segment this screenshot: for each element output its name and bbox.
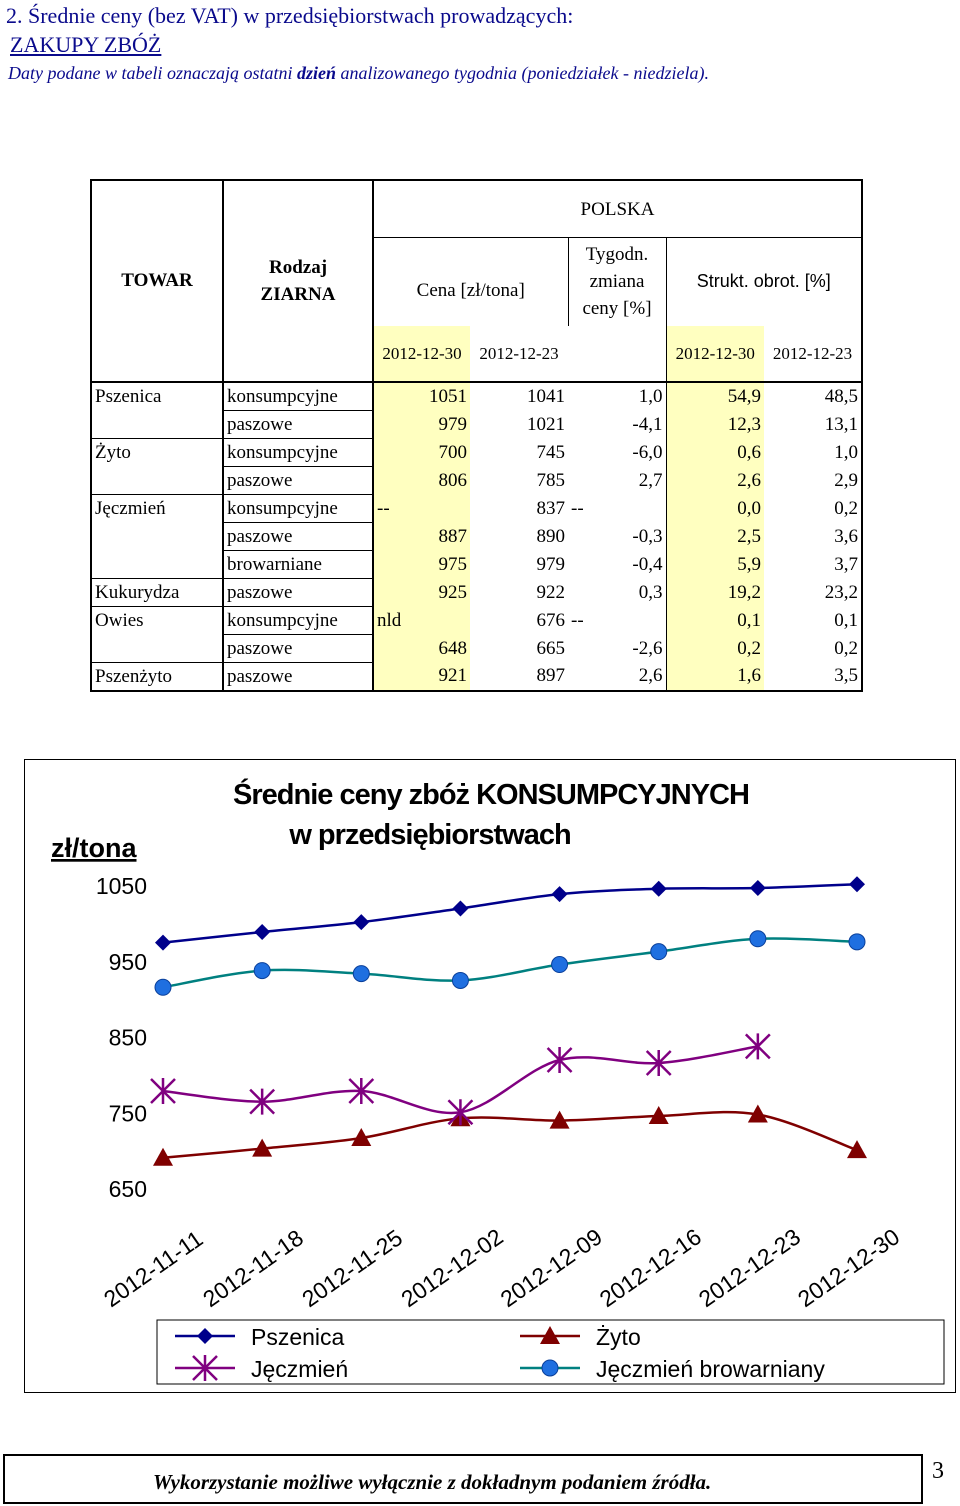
header-strukt: Strukt. obrot. [%] bbox=[666, 238, 862, 326]
cell-rodzaj: paszowe bbox=[223, 466, 373, 494]
legend-label: Żyto bbox=[596, 1324, 641, 1350]
cell-strukt-a: 0,1 bbox=[666, 606, 764, 634]
cell-strukt-b: 0,2 bbox=[764, 634, 862, 662]
y-tick-label: 950 bbox=[108, 948, 147, 975]
cell-strukt-a: 54,9 bbox=[666, 382, 764, 411]
cell-cena-a: 975 bbox=[373, 550, 470, 578]
cell-strukt-b: 3,7 bbox=[764, 550, 862, 578]
cell-towar bbox=[91, 522, 223, 550]
cell-zmiana: -0,4 bbox=[632, 553, 663, 575]
cell-towar: Żyto bbox=[91, 438, 223, 466]
price-chart bbox=[24, 759, 956, 1393]
table-row bbox=[91, 410, 862, 438]
legend-marker bbox=[542, 1360, 558, 1376]
data-point bbox=[552, 957, 568, 973]
cell-rodzaj: paszowe bbox=[223, 662, 373, 691]
y-tick-label: 750 bbox=[108, 1100, 147, 1127]
x-tick-label: 2012-11-18 bbox=[198, 1224, 308, 1313]
x-tick-label: 2012-12-16 bbox=[594, 1223, 706, 1313]
cell-zmiana: 0,3 bbox=[638, 581, 663, 603]
cell-strukt-a: 1,6 bbox=[666, 662, 764, 691]
cell-strukt-a: 5,9 bbox=[666, 550, 764, 578]
cell-cena-b: 1041 bbox=[470, 382, 568, 411]
table-row bbox=[91, 550, 862, 578]
data-point bbox=[155, 979, 171, 995]
cell-rodzaj: paszowe bbox=[223, 522, 373, 550]
cell-cena-b: 1021 bbox=[527, 413, 565, 435]
legend-marker bbox=[197, 1328, 213, 1344]
cell-cena-b: 890 bbox=[536, 525, 565, 547]
cell-zmiana: 1,0 bbox=[568, 382, 666, 411]
cell-zmiana: -- bbox=[571, 497, 584, 519]
data-point bbox=[750, 931, 766, 947]
data-point bbox=[254, 924, 270, 940]
table-row bbox=[91, 494, 862, 522]
cell-zmiana: -6,0 bbox=[632, 441, 663, 463]
cell-zmiana: -0,3 bbox=[632, 525, 663, 547]
cell-towar: Pszenżyto bbox=[91, 662, 223, 691]
y-tick-label: 1050 bbox=[95, 873, 147, 899]
section-title: 2. Średnie ceny (bez VAT) w przedsiębiorstwach prowadzących: bbox=[6, 3, 574, 28]
cell-rodzaj: konsumpcyjne bbox=[223, 438, 373, 466]
y-axis-label: zł/tona bbox=[51, 833, 137, 863]
data-point bbox=[353, 914, 369, 930]
chart-title-line2: w przedsiębiorstwach bbox=[289, 819, 571, 851]
y-tick-label: 650 bbox=[108, 1176, 147, 1202]
cell-cena-b: 665 bbox=[536, 637, 565, 659]
table-row bbox=[91, 662, 862, 691]
header-date-b: 2012-12-23 bbox=[479, 343, 559, 363]
header-region: POLSKA bbox=[373, 180, 862, 238]
x-tick-label: 2012-12-09 bbox=[495, 1223, 607, 1313]
cell-rodzaj: paszowe bbox=[223, 410, 373, 438]
cell-rodzaj: paszowe bbox=[223, 634, 373, 662]
cell-towar: Pszenica bbox=[91, 382, 223, 411]
cell-cena-a: 648 bbox=[373, 634, 470, 662]
cell-cena-b: 745 bbox=[536, 441, 565, 463]
x-tick-label: 2012-12-30 bbox=[792, 1223, 905, 1313]
cell-strukt-a: 2,5 bbox=[666, 522, 764, 550]
cell-strukt-b: 3,5 bbox=[764, 662, 862, 691]
cell-zmiana: 2,7 bbox=[638, 469, 663, 491]
cell-cena-a: 806 bbox=[373, 466, 470, 494]
cell-zmiana: -2,6 bbox=[632, 637, 663, 659]
cell-strukt-b: 48,5 bbox=[764, 382, 862, 411]
cell-rodzaj: paszowe bbox=[223, 578, 373, 606]
data-point bbox=[452, 900, 468, 916]
x-tick-label: 2012-12-23 bbox=[693, 1223, 806, 1313]
data-point bbox=[155, 935, 171, 951]
cell-strukt-a: 0,0 bbox=[666, 494, 764, 522]
cell-cena-b: 837 bbox=[536, 497, 565, 519]
cell-towar: Owies bbox=[91, 606, 223, 634]
header-towar: TOWAR bbox=[91, 180, 223, 382]
cell-strukt-b: 1,0 bbox=[764, 438, 862, 466]
cell-strukt-b: 0,1 bbox=[764, 606, 862, 634]
header-cena: Cena [zł/tona] bbox=[373, 238, 568, 326]
legend-label: Pszenica bbox=[251, 1324, 345, 1350]
data-point bbox=[552, 886, 568, 902]
data-point bbox=[353, 966, 369, 982]
cell-cena-a: -- bbox=[373, 494, 470, 522]
cell-rodzaj: konsumpcyjne bbox=[223, 606, 373, 634]
cell-cena-a: 1051 bbox=[373, 382, 470, 411]
cell-cena-a: 700 bbox=[373, 438, 470, 466]
y-tick-label: 850 bbox=[108, 1024, 147, 1051]
data-point bbox=[849, 876, 865, 892]
series-line bbox=[163, 938, 857, 987]
date-note: Daty podane w tabeli oznaczają ostatni dzień analizowanego tygodnia (poniedziałek - niedziela). bbox=[8, 63, 709, 83]
cell-towar: Kukurydza bbox=[91, 578, 223, 606]
table-row bbox=[91, 578, 862, 606]
cell-cena-a: 921 bbox=[373, 662, 470, 691]
cell-strukt-a: 12,3 bbox=[666, 410, 764, 438]
data-point bbox=[651, 944, 667, 960]
table-row bbox=[91, 438, 862, 466]
footer-text: Wykorzystanie możliwe wyłącznie z dokładnym podaniem źródła. bbox=[153, 1470, 712, 1494]
header-date-a: 2012-12-30 bbox=[373, 326, 470, 382]
cell-zmiana: -4,1 bbox=[632, 413, 663, 435]
cell-strukt-b: 2,9 bbox=[764, 466, 862, 494]
header-rodzaj: Rodzaj ZIARNA bbox=[223, 180, 373, 382]
data-point bbox=[452, 972, 468, 988]
cell-towar bbox=[91, 634, 223, 662]
header-date-c: 2012-12-30 bbox=[666, 326, 764, 382]
data-point bbox=[254, 963, 270, 979]
cell-rodzaj: konsumpcyjne bbox=[223, 494, 373, 522]
cell-strukt-b: 13,1 bbox=[764, 410, 862, 438]
table-row bbox=[91, 466, 862, 494]
cell-cena-a: 925 bbox=[373, 578, 470, 606]
cell-cena-b: 785 bbox=[536, 469, 565, 491]
legend-label: Jęczmień bbox=[251, 1356, 349, 1382]
cell-cena-b: 979 bbox=[536, 553, 565, 575]
cell-cena-a: 887 bbox=[373, 522, 470, 550]
chart-canvas bbox=[25, 760, 957, 1394]
cell-strukt-b: 3,6 bbox=[764, 522, 862, 550]
x-tick-label: 2012-12-02 bbox=[396, 1223, 508, 1313]
x-tick-label: 2012-11-25 bbox=[297, 1224, 408, 1313]
page-number: 3 bbox=[932, 1458, 944, 1484]
footer bbox=[3, 1454, 923, 1504]
price-table bbox=[90, 179, 863, 692]
legend-label: Jęczmień browarniany bbox=[596, 1356, 825, 1382]
header-zmiana: Tygodn. zmiana ceny [%] bbox=[568, 238, 666, 326]
cell-rodzaj: konsumpcyjne bbox=[223, 382, 373, 411]
table-row bbox=[91, 382, 862, 411]
cell-zmiana: 2,6 bbox=[568, 662, 666, 691]
cell-strukt-a: 0,2 bbox=[666, 634, 764, 662]
table-row bbox=[91, 522, 862, 550]
table-row bbox=[91, 606, 862, 634]
cell-cena-a: nld bbox=[373, 606, 470, 634]
section-subtitle: ZAKUPY ZBÓŻ bbox=[10, 32, 162, 57]
cell-cena-b: 922 bbox=[536, 581, 565, 603]
cell-strukt-a: 19,2 bbox=[666, 578, 764, 606]
cell-towar bbox=[91, 410, 223, 438]
chart-title: Średnie ceny zbóż KONSUMPCYJNYCH bbox=[233, 779, 749, 811]
cell-strukt-b: 23,2 bbox=[764, 578, 862, 606]
cell-cena-b: 676 bbox=[536, 609, 565, 631]
cell-cena-b: 897 bbox=[470, 662, 568, 691]
data-point bbox=[849, 934, 865, 950]
cell-rodzaj: browarniane bbox=[223, 550, 373, 578]
x-tick-label: 2012-11-11 bbox=[98, 1225, 208, 1313]
cell-strukt-b: 0,2 bbox=[764, 494, 862, 522]
cell-strukt-a: 2,6 bbox=[666, 466, 764, 494]
data-point bbox=[548, 1047, 572, 1073]
data-point bbox=[847, 1140, 867, 1158]
data-point bbox=[746, 1033, 770, 1059]
cell-zmiana: -- bbox=[571, 609, 584, 631]
header-empty bbox=[568, 326, 666, 382]
cell-towar: Jęczmień bbox=[91, 494, 223, 522]
cell-strukt-a: 0,6 bbox=[666, 438, 764, 466]
header-date-d: 2012-12-23 bbox=[764, 326, 862, 382]
table-row bbox=[91, 634, 862, 662]
cell-cena-a: 979 bbox=[373, 410, 470, 438]
cell-towar bbox=[91, 466, 223, 494]
data-point bbox=[651, 881, 667, 897]
cell-towar bbox=[91, 550, 223, 578]
data-point bbox=[750, 880, 766, 896]
